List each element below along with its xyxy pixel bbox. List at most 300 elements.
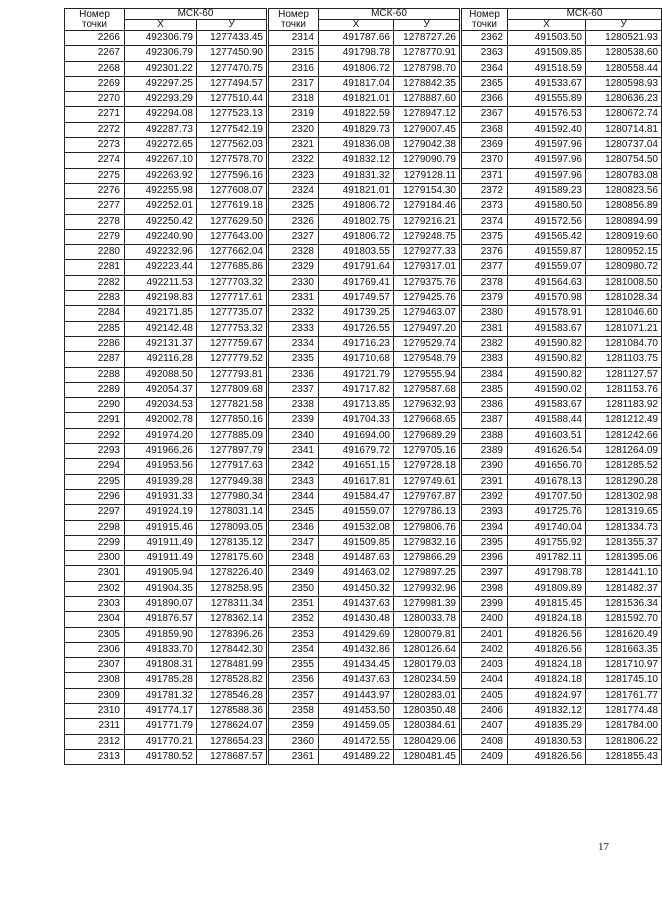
y-coordinate-cell: 1280754.50 bbox=[586, 153, 662, 168]
y-coordinate-cell: 1277619.18 bbox=[197, 199, 267, 214]
y-coordinate-cell: 1279728.18 bbox=[394, 459, 460, 474]
x-coordinate-cell: 491503.50 bbox=[508, 31, 586, 46]
point-number-cell: 2355 bbox=[269, 658, 319, 673]
point-number-cell: 2282 bbox=[65, 275, 125, 290]
point-number-cell: 2354 bbox=[269, 642, 319, 657]
y-coordinate-cell: 1280672.74 bbox=[586, 107, 662, 122]
y-coordinate-cell: 1280429.06 bbox=[394, 734, 460, 749]
point-number-cell: 2333 bbox=[269, 321, 319, 336]
x-coordinate-cell: 492198.83 bbox=[125, 291, 197, 306]
y-coordinate-cell: 1281355.37 bbox=[586, 535, 662, 550]
y-coordinate-cell: 1281710.97 bbox=[586, 658, 662, 673]
table-row bbox=[462, 398, 662, 413]
table-row bbox=[462, 673, 662, 688]
point-number-cell: 2292 bbox=[65, 428, 125, 443]
point-number-cell: 2328 bbox=[269, 245, 319, 260]
point-number-cell: 2293 bbox=[65, 444, 125, 459]
x-coordinate-cell: 491453.50 bbox=[319, 704, 394, 719]
y-coordinate-cell: 1280033.78 bbox=[394, 612, 460, 627]
x-coordinate-cell: 491833.70 bbox=[125, 642, 197, 657]
y-coordinate-cell: 1278798.70 bbox=[394, 61, 460, 76]
y-coordinate-cell: 1279216.21 bbox=[394, 214, 460, 229]
y-coordinate-cell: 1277662.04 bbox=[197, 245, 267, 260]
point-number-cell: 2377 bbox=[462, 260, 508, 275]
y-coordinate-cell: 1277643.00 bbox=[197, 229, 267, 244]
x-coordinate-cell: 491832.12 bbox=[319, 153, 394, 168]
point-number-cell: 2358 bbox=[269, 704, 319, 719]
point-number-cell: 2396 bbox=[462, 551, 508, 566]
table-row bbox=[269, 673, 460, 688]
point-number-cell: 2315 bbox=[269, 46, 319, 61]
point-number-cell: 2402 bbox=[462, 642, 508, 657]
x-coordinate-cell: 492240.90 bbox=[125, 229, 197, 244]
table-row bbox=[269, 658, 460, 673]
x-coordinate-cell: 491966.26 bbox=[125, 444, 197, 459]
table-row bbox=[462, 229, 662, 244]
y-coordinate-cell: 1281761.77 bbox=[586, 688, 662, 703]
y-coordinate-cell: 1281784.00 bbox=[586, 719, 662, 734]
y-coordinate-cell: 1279425.76 bbox=[394, 291, 460, 306]
table-row bbox=[269, 61, 460, 76]
point-number-cell: 2368 bbox=[462, 122, 508, 137]
table-row bbox=[65, 168, 267, 183]
table-row bbox=[65, 138, 267, 153]
table-row bbox=[65, 122, 267, 137]
y-coordinate-cell: 1278546.28 bbox=[197, 688, 267, 703]
x-coordinate-cell: 491589.23 bbox=[508, 183, 586, 198]
table-row bbox=[65, 642, 267, 657]
point-number-cell: 2384 bbox=[462, 367, 508, 382]
table-row bbox=[65, 581, 267, 596]
table-row bbox=[269, 535, 460, 550]
point-number-cell: 2276 bbox=[65, 183, 125, 198]
x-coordinate-cell: 491710.68 bbox=[319, 352, 394, 367]
point-number-cell: 2331 bbox=[269, 291, 319, 306]
x-coordinate-cell: 491463.02 bbox=[319, 566, 394, 581]
point-number-cell: 2296 bbox=[65, 489, 125, 504]
x-coordinate-cell: 491832.12 bbox=[508, 704, 586, 719]
x-coordinate-cell: 491590.82 bbox=[508, 352, 586, 367]
x-coordinate-cell: 491597.96 bbox=[508, 168, 586, 183]
x-coordinate-cell: 491809.89 bbox=[508, 581, 586, 596]
table-row bbox=[65, 92, 267, 107]
y-coordinate-cell: 1279529.74 bbox=[394, 336, 460, 351]
table-row bbox=[462, 596, 662, 611]
y-coordinate-cell: 1278528.82 bbox=[197, 673, 267, 688]
table-row bbox=[269, 566, 460, 581]
table-row bbox=[269, 306, 460, 321]
y-header: У bbox=[197, 20, 267, 31]
x-coordinate-cell: 491859.90 bbox=[125, 627, 197, 642]
point-number-cell: 2319 bbox=[269, 107, 319, 122]
point-number-cell: 2302 bbox=[65, 581, 125, 596]
y-coordinate-cell: 1279090.79 bbox=[394, 153, 460, 168]
table-row bbox=[65, 275, 267, 290]
y-coordinate-cell: 1280384.61 bbox=[394, 719, 460, 734]
point-number-cell: 2386 bbox=[462, 398, 508, 413]
point-number-cell: 2286 bbox=[65, 336, 125, 351]
x-coordinate-cell: 491559.07 bbox=[319, 505, 394, 520]
y-coordinate-cell: 1277759.67 bbox=[197, 336, 267, 351]
y-coordinate-cell: 1279786.13 bbox=[394, 505, 460, 520]
x-coordinate-cell: 491704.33 bbox=[319, 413, 394, 428]
x-coordinate-cell: 491626.54 bbox=[508, 444, 586, 459]
table-row bbox=[269, 459, 460, 474]
table-row bbox=[269, 398, 460, 413]
y-coordinate-cell: 1278481.99 bbox=[197, 658, 267, 673]
table-row bbox=[269, 336, 460, 351]
x-coordinate-cell: 491781.32 bbox=[125, 688, 197, 703]
table-row bbox=[65, 688, 267, 703]
y-coordinate-cell: 1279375.76 bbox=[394, 275, 460, 290]
table-row bbox=[65, 719, 267, 734]
system-header: МСК-60 bbox=[508, 9, 662, 20]
x-coordinate-cell: 491559.87 bbox=[508, 245, 586, 260]
x-header: X bbox=[125, 20, 197, 31]
table-row bbox=[269, 352, 460, 367]
y-coordinate-cell: 1278442.30 bbox=[197, 642, 267, 657]
y-coordinate-cell: 1281103.75 bbox=[586, 352, 662, 367]
table-row bbox=[65, 612, 267, 627]
x-coordinate-cell: 491721.79 bbox=[319, 367, 394, 382]
table-row bbox=[269, 153, 460, 168]
point-number-cell: 2337 bbox=[269, 382, 319, 397]
table-row bbox=[65, 76, 267, 91]
point-number-cell: 2381 bbox=[462, 321, 508, 336]
table-row bbox=[65, 46, 267, 61]
x-coordinate-cell: 491770.21 bbox=[125, 734, 197, 749]
y-coordinate-cell: 1279042.38 bbox=[394, 138, 460, 153]
point-number-cell: 2303 bbox=[65, 596, 125, 611]
y-coordinate-cell: 1277433.45 bbox=[197, 31, 267, 46]
point-number-cell: 2364 bbox=[462, 61, 508, 76]
y-coordinate-cell: 1278770.91 bbox=[394, 46, 460, 61]
point-number-cell: 2298 bbox=[65, 520, 125, 535]
table-row bbox=[65, 459, 267, 474]
x-coordinate-cell: 491821.01 bbox=[319, 183, 394, 198]
x-coordinate-cell: 491588.44 bbox=[508, 413, 586, 428]
y-coordinate-cell: 1279932.96 bbox=[394, 581, 460, 596]
table-row bbox=[269, 581, 460, 596]
system-header: МСК-60 bbox=[125, 9, 267, 20]
y-coordinate-cell: 1277703.32 bbox=[197, 275, 267, 290]
table-row bbox=[65, 367, 267, 382]
y-coordinate-cell: 1281806.22 bbox=[586, 734, 662, 749]
point-number-cell: 2281 bbox=[65, 260, 125, 275]
y-coordinate-cell: 1277897.79 bbox=[197, 444, 267, 459]
y-coordinate-cell: 1279587.68 bbox=[394, 382, 460, 397]
y-coordinate-cell: 1279705.16 bbox=[394, 444, 460, 459]
y-coordinate-cell: 1277850.16 bbox=[197, 413, 267, 428]
table-row bbox=[269, 291, 460, 306]
table-row bbox=[269, 413, 460, 428]
y-coordinate-cell: 1281008.50 bbox=[586, 275, 662, 290]
point-number-cell: 2268 bbox=[65, 61, 125, 76]
x-coordinate-cell: 491679.72 bbox=[319, 444, 394, 459]
table-row bbox=[462, 719, 662, 734]
y-coordinate-cell: 1281153.76 bbox=[586, 382, 662, 397]
table-row bbox=[462, 31, 662, 46]
y-coordinate-cell: 1281855.43 bbox=[586, 749, 662, 764]
point-number-cell: 2309 bbox=[65, 688, 125, 703]
point-number-cell: 2380 bbox=[462, 306, 508, 321]
point-number-cell: 2405 bbox=[462, 688, 508, 703]
table-row bbox=[269, 214, 460, 229]
y-coordinate-cell: 1280714.81 bbox=[586, 122, 662, 137]
point-number-cell: 2275 bbox=[65, 168, 125, 183]
x-coordinate-cell: 491487.63 bbox=[319, 551, 394, 566]
point-number-cell: 2397 bbox=[462, 566, 508, 581]
y-coordinate-cell: 1277885.09 bbox=[197, 428, 267, 443]
table-row bbox=[269, 321, 460, 336]
point-number-cell: 2267 bbox=[65, 46, 125, 61]
y-coordinate-cell: 1281046.60 bbox=[586, 306, 662, 321]
y-coordinate-cell: 1279463.07 bbox=[394, 306, 460, 321]
table-row bbox=[462, 183, 662, 198]
table-row bbox=[462, 535, 662, 550]
x-coordinate-cell: 491509.85 bbox=[319, 535, 394, 550]
point-number-cell: 2274 bbox=[65, 153, 125, 168]
point-number-cell: 2284 bbox=[65, 306, 125, 321]
x-coordinate-cell: 491924.19 bbox=[125, 505, 197, 520]
table-row bbox=[65, 214, 267, 229]
x-coordinate-cell: 491592.40 bbox=[508, 122, 586, 137]
point-number-cell: 2288 bbox=[65, 367, 125, 382]
y-coordinate-cell: 1277735.07 bbox=[197, 306, 267, 321]
x-coordinate-cell: 492002.78 bbox=[125, 413, 197, 428]
table-row bbox=[269, 719, 460, 734]
x-coordinate-cell: 491578.91 bbox=[508, 306, 586, 321]
y-coordinate-cell: 1279749.61 bbox=[394, 474, 460, 489]
table-row bbox=[269, 612, 460, 627]
x-header: X bbox=[508, 20, 586, 31]
x-coordinate-cell: 492255.98 bbox=[125, 183, 197, 198]
x-header: X bbox=[319, 20, 394, 31]
y-coordinate-cell: 1281290.28 bbox=[586, 474, 662, 489]
point-number-cell: 2325 bbox=[269, 199, 319, 214]
x-coordinate-cell: 491489.22 bbox=[319, 749, 394, 764]
x-coordinate-cell: 492301.22 bbox=[125, 61, 197, 76]
y-coordinate-cell: 1280481.45 bbox=[394, 749, 460, 764]
table-row bbox=[65, 306, 267, 321]
x-coordinate-cell: 492171.85 bbox=[125, 306, 197, 321]
x-coordinate-cell: 491798.78 bbox=[508, 566, 586, 581]
x-coordinate-cell: 491584.47 bbox=[319, 489, 394, 504]
table-row bbox=[462, 444, 662, 459]
point-number-cell: 2338 bbox=[269, 398, 319, 413]
table-row bbox=[269, 596, 460, 611]
y-coordinate-cell: 1280179.03 bbox=[394, 658, 460, 673]
table-row bbox=[65, 474, 267, 489]
y-coordinate-cell: 1278588.36 bbox=[197, 704, 267, 719]
x-coordinate-cell: 491815.45 bbox=[508, 596, 586, 611]
table-row bbox=[269, 474, 460, 489]
y-coordinate-cell: 1279632.93 bbox=[394, 398, 460, 413]
point-number-cell: 2283 bbox=[65, 291, 125, 306]
point-number-cell: 2374 bbox=[462, 214, 508, 229]
y-header: У bbox=[586, 20, 662, 31]
y-coordinate-cell: 1280521.93 bbox=[586, 31, 662, 46]
table-row bbox=[269, 92, 460, 107]
y-coordinate-cell: 1279668.65 bbox=[394, 413, 460, 428]
table-row bbox=[65, 505, 267, 520]
table-row bbox=[269, 734, 460, 749]
x-coordinate-cell: 491831.32 bbox=[319, 168, 394, 183]
point-number-cell: 2289 bbox=[65, 382, 125, 397]
point-number-cell: 2322 bbox=[269, 153, 319, 168]
table-row bbox=[269, 168, 460, 183]
table-row bbox=[65, 398, 267, 413]
table-row bbox=[462, 566, 662, 581]
x-coordinate-cell: 492272.65 bbox=[125, 138, 197, 153]
y-coordinate-cell: 1280737.04 bbox=[586, 138, 662, 153]
coordinates-table-3 bbox=[461, 8, 662, 765]
table-row bbox=[65, 199, 267, 214]
point-number-cell: 2314 bbox=[269, 31, 319, 46]
table-row bbox=[462, 688, 662, 703]
point-number-cell: 2330 bbox=[269, 275, 319, 290]
table-row bbox=[462, 658, 662, 673]
x-coordinate-cell: 491716.23 bbox=[319, 336, 394, 351]
point-number-header: Номер точки bbox=[269, 9, 319, 31]
point-number-cell: 2356 bbox=[269, 673, 319, 688]
point-number-cell: 2304 bbox=[65, 612, 125, 627]
y-coordinate-cell: 1279806.76 bbox=[394, 520, 460, 535]
point-number-cell: 2392 bbox=[462, 489, 508, 504]
y-coordinate-cell: 1277779.52 bbox=[197, 352, 267, 367]
y-coordinate-cell: 1277450.90 bbox=[197, 46, 267, 61]
point-number-cell: 2345 bbox=[269, 505, 319, 520]
y-coordinate-cell: 1279832.16 bbox=[394, 535, 460, 550]
table-row bbox=[462, 153, 662, 168]
point-number-cell: 2336 bbox=[269, 367, 319, 382]
x-coordinate-cell: 491651.15 bbox=[319, 459, 394, 474]
point-number-cell: 2320 bbox=[269, 122, 319, 137]
y-coordinate-cell: 1281774.48 bbox=[586, 704, 662, 719]
y-coordinate-cell: 1281319.65 bbox=[586, 505, 662, 520]
y-coordinate-cell: 1280894.99 bbox=[586, 214, 662, 229]
x-coordinate-cell: 491532.08 bbox=[319, 520, 394, 535]
point-number-cell: 2378 bbox=[462, 275, 508, 290]
point-number-cell: 2295 bbox=[65, 474, 125, 489]
table-row bbox=[65, 535, 267, 550]
point-number-cell: 2388 bbox=[462, 428, 508, 443]
point-number-cell: 2350 bbox=[269, 581, 319, 596]
y-coordinate-cell: 1281395.06 bbox=[586, 551, 662, 566]
x-coordinate-cell: 492294.08 bbox=[125, 107, 197, 122]
x-coordinate-cell: 491597.96 bbox=[508, 138, 586, 153]
y-coordinate-cell: 1277494.57 bbox=[197, 76, 267, 91]
y-coordinate-cell: 1280636.23 bbox=[586, 92, 662, 107]
x-coordinate-cell: 491911.49 bbox=[125, 551, 197, 566]
table-row bbox=[269, 428, 460, 443]
table-row bbox=[269, 520, 460, 535]
point-number-cell: 2398 bbox=[462, 581, 508, 596]
y-coordinate-cell: 1277717.61 bbox=[197, 291, 267, 306]
point-number-cell: 2299 bbox=[65, 535, 125, 550]
y-coordinate-cell: 1281084.70 bbox=[586, 336, 662, 351]
y-coordinate-cell: 1277608.07 bbox=[197, 183, 267, 198]
table-row bbox=[65, 153, 267, 168]
point-number-cell: 2359 bbox=[269, 719, 319, 734]
x-coordinate-cell: 491808.31 bbox=[125, 658, 197, 673]
x-coordinate-cell: 491835.29 bbox=[508, 719, 586, 734]
table-row bbox=[269, 627, 460, 642]
table-row bbox=[65, 31, 267, 46]
point-number-cell: 2287 bbox=[65, 352, 125, 367]
y-coordinate-cell: 1280079.81 bbox=[394, 627, 460, 642]
coordinates-table-1 bbox=[64, 8, 267, 765]
system-header: МСК-60 bbox=[319, 9, 460, 20]
table-row bbox=[269, 183, 460, 198]
x-coordinate-cell: 491726.55 bbox=[319, 321, 394, 336]
table-row bbox=[462, 459, 662, 474]
x-coordinate-cell: 491915.46 bbox=[125, 520, 197, 535]
x-coordinate-cell: 491826.56 bbox=[508, 749, 586, 764]
point-number-cell: 2348 bbox=[269, 551, 319, 566]
x-coordinate-cell: 491472.55 bbox=[319, 734, 394, 749]
y-coordinate-cell: 1280538.60 bbox=[586, 46, 662, 61]
x-coordinate-cell: 491806.72 bbox=[319, 229, 394, 244]
x-coordinate-cell: 491824.18 bbox=[508, 658, 586, 673]
point-number-cell: 2339 bbox=[269, 413, 319, 428]
x-coordinate-cell: 491617.81 bbox=[319, 474, 394, 489]
table-row bbox=[462, 551, 662, 566]
table-row bbox=[269, 260, 460, 275]
x-coordinate-cell: 491817.04 bbox=[319, 76, 394, 91]
y-coordinate-cell: 1278226.40 bbox=[197, 566, 267, 581]
y-coordinate-cell: 1279897.25 bbox=[394, 566, 460, 581]
y-coordinate-cell: 1279277.33 bbox=[394, 245, 460, 260]
point-number-cell: 2335 bbox=[269, 352, 319, 367]
x-coordinate-cell: 491953.56 bbox=[125, 459, 197, 474]
x-coordinate-cell: 491580.50 bbox=[508, 199, 586, 214]
point-number-cell: 2269 bbox=[65, 76, 125, 91]
x-coordinate-cell: 491570.98 bbox=[508, 291, 586, 306]
x-coordinate-cell: 492054.37 bbox=[125, 382, 197, 397]
point-number-cell: 2318 bbox=[269, 92, 319, 107]
y-coordinate-cell: 1279866.29 bbox=[394, 551, 460, 566]
point-number-cell: 2369 bbox=[462, 138, 508, 153]
point-number-cell: 2362 bbox=[462, 31, 508, 46]
point-number-cell: 2290 bbox=[65, 398, 125, 413]
y-coordinate-cell: 1281242.66 bbox=[586, 428, 662, 443]
x-coordinate-cell: 492297.25 bbox=[125, 76, 197, 91]
table-row bbox=[269, 642, 460, 657]
x-coordinate-cell: 491509.85 bbox=[508, 46, 586, 61]
x-coordinate-cell: 492034.53 bbox=[125, 398, 197, 413]
point-number-cell: 2383 bbox=[462, 352, 508, 367]
x-coordinate-cell: 491590.82 bbox=[508, 336, 586, 351]
point-number-cell: 2317 bbox=[269, 76, 319, 91]
point-number-cell: 2341 bbox=[269, 444, 319, 459]
y-coordinate-cell: 1278687.57 bbox=[197, 749, 267, 764]
y-coordinate-cell: 1281212.49 bbox=[586, 413, 662, 428]
x-coordinate-cell: 491802.75 bbox=[319, 214, 394, 229]
y-coordinate-cell: 1277510.44 bbox=[197, 92, 267, 107]
point-number-cell: 2291 bbox=[65, 413, 125, 428]
table-row bbox=[65, 566, 267, 581]
x-coordinate-cell: 491826.56 bbox=[508, 627, 586, 642]
x-coordinate-cell: 491437.63 bbox=[319, 673, 394, 688]
table-row bbox=[269, 46, 460, 61]
y-coordinate-cell: 1281183.92 bbox=[586, 398, 662, 413]
y-coordinate-cell: 1281127.57 bbox=[586, 367, 662, 382]
table-row bbox=[65, 291, 267, 306]
table-row bbox=[65, 413, 267, 428]
point-number-cell: 2373 bbox=[462, 199, 508, 214]
x-coordinate-cell: 492252.01 bbox=[125, 199, 197, 214]
